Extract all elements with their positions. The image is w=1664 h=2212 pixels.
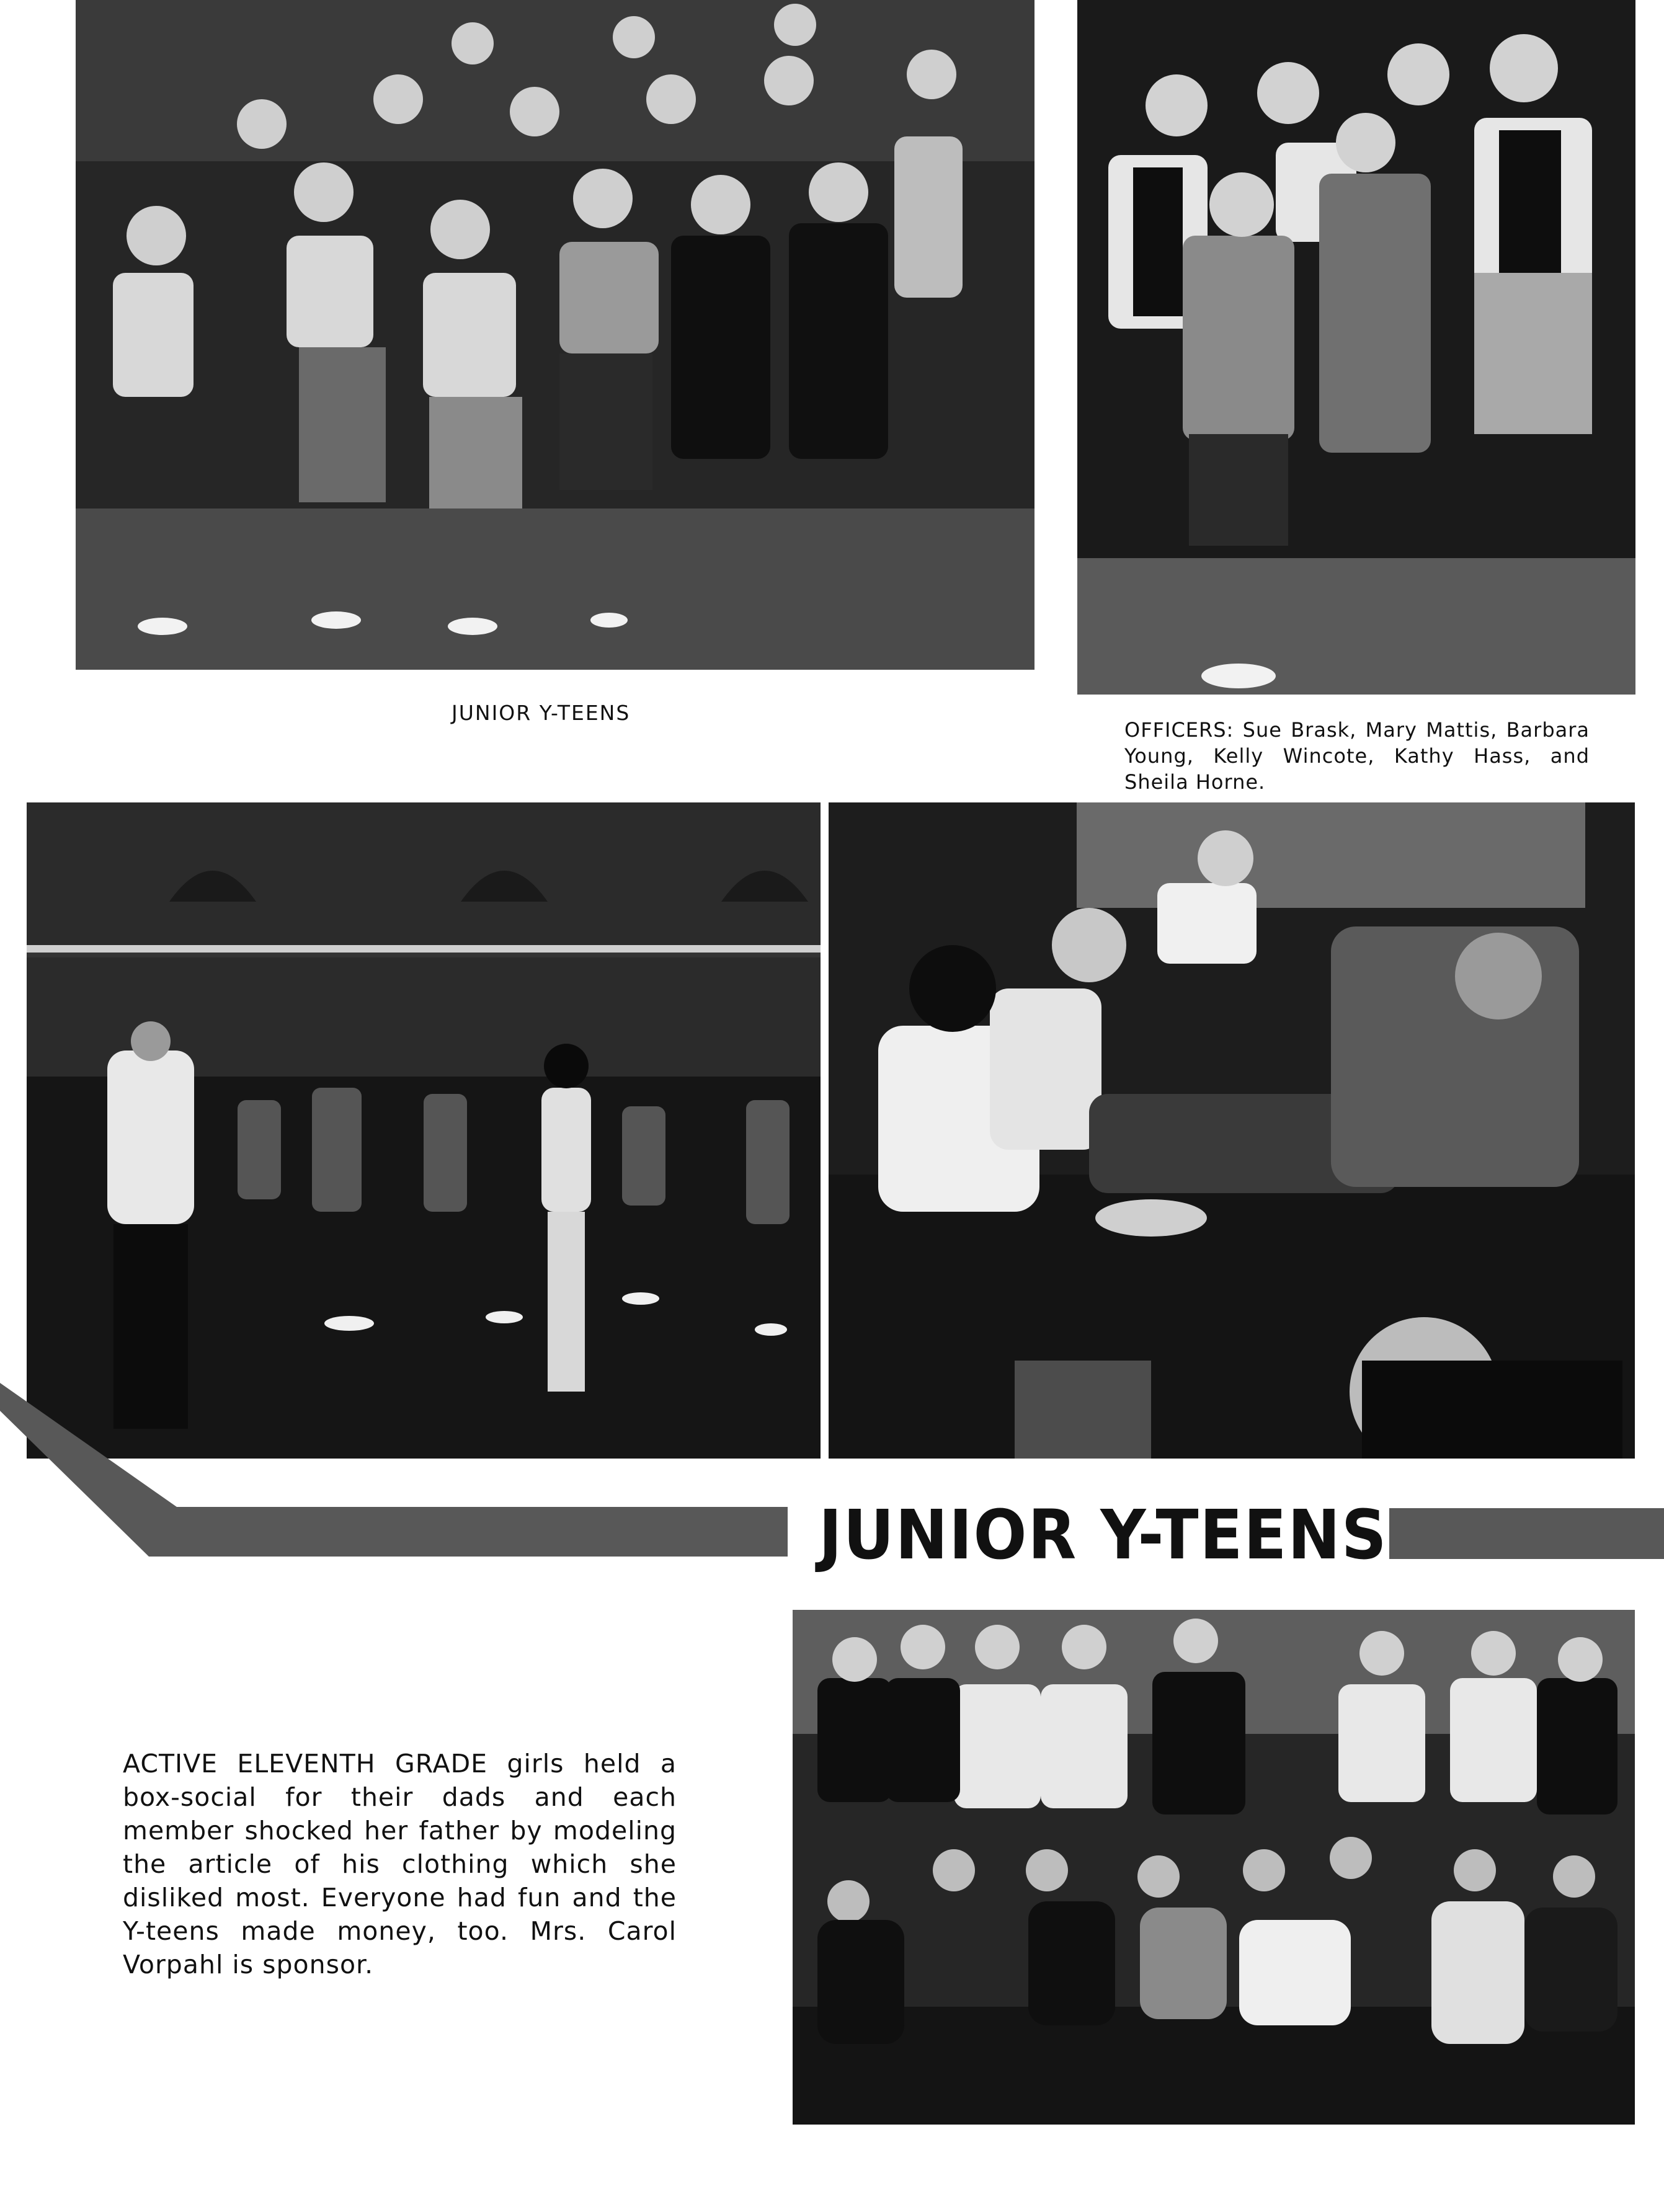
officers-caption <box>1124 717 1590 795</box>
decorative-band-right <box>1389 1508 1664 1559</box>
group-photo-caption: JUNIOR Y-TEENS <box>452 701 631 725</box>
fathers-group-photo <box>793 1610 1635 2125</box>
decorative-band <box>0 1383 788 1581</box>
page-title: JUNIOR Y-TEENS <box>819 1495 1388 1575</box>
group-photo <box>76 0 1034 670</box>
dinner-photo <box>829 802 1635 1459</box>
body-lead: ACTIVE ELEVENTH GRADE <box>123 1749 488 1779</box>
officers-names: Sue Brask, Mary Mattis, Barbara Young, Kelly Wincote, Kathy Hass, and Sheila Horne. <box>1124 718 1590 794</box>
gym-photo <box>27 802 821 1459</box>
officers-photo <box>1077 0 1635 695</box>
body-text <box>123 1747 677 1981</box>
officers-label: OFFICERS: <box>1124 718 1234 742</box>
body-rest: girls held a box-social for their dads and each member shocked her father by modeling the article of his clothing which she disliked most. Everyone had fun and the Y-teens made money, too. Mrs. Carol Vorpahl is sponsor. <box>123 1749 677 1979</box>
